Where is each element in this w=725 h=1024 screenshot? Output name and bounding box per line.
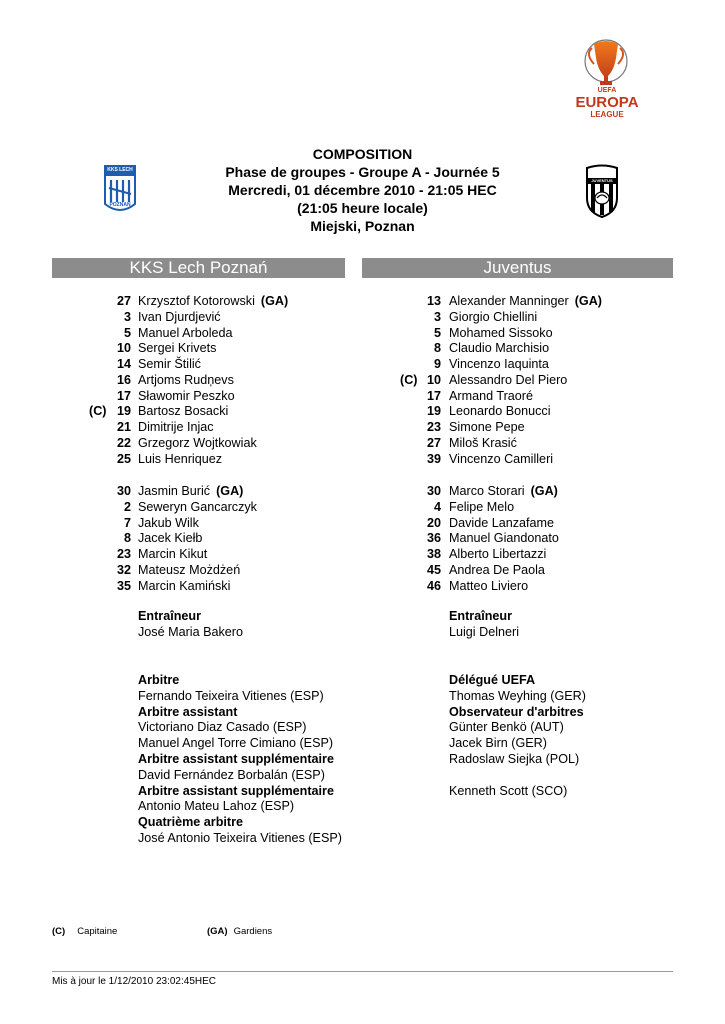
shirt-number: 38 — [426, 547, 441, 561]
match-header — [150, 145, 575, 235]
player-row — [0, 435, 725, 451]
player-name-cell — [449, 530, 559, 546]
player-name: Giorgio Chiellini — [449, 309, 538, 324]
player-name: Leonardo Bonucci — [449, 404, 551, 419]
player-name: Vincenzo Iaquinta — [449, 357, 549, 371]
official-role: Arbitre — [138, 673, 180, 687]
player-row — [0, 419, 725, 435]
player-name: Marcin Kikut — [138, 547, 208, 561]
player-name-cell — [449, 499, 514, 515]
official-name: Antonio Mateu Lahoz (ESP) — [138, 799, 295, 814]
shirt-number: 16 — [116, 372, 131, 387]
shirt-number: 4 — [433, 499, 441, 514]
shirt-number: 27 — [426, 435, 441, 450]
shirt-number: 30 — [426, 484, 441, 498]
player-name: Semir Štilić — [138, 357, 201, 371]
player-row — [0, 546, 725, 562]
player-row — [0, 578, 725, 594]
player-row — [0, 530, 725, 546]
player-name: Seweryn Gancarczyk — [138, 499, 257, 514]
header-venue: Miejski, Poznan — [310, 218, 415, 234]
europa-league-wordmark — [570, 87, 644, 119]
player-row — [0, 309, 725, 325]
home-coach-block — [138, 609, 243, 641]
goalkeeper-marker: (GA) — [530, 484, 558, 498]
official-name: Kenneth Scott (SCO) — [449, 783, 568, 798]
player-row — [0, 483, 725, 499]
official-name — [449, 768, 586, 784]
header-datetime: Mercredi, 01 décembre 2010 - 21:05 HEC — [228, 182, 497, 198]
player-name-cell — [449, 356, 549, 372]
player-row — [0, 499, 725, 515]
player-row — [0, 340, 725, 356]
official-name: Victoriano Diaz Casado (ESP) — [138, 720, 307, 735]
home-coach-label: Entraîneur — [138, 609, 201, 623]
shirt-number: 2 — [123, 499, 131, 514]
player-name-cell — [449, 325, 553, 341]
shirt-number: 3 — [123, 309, 131, 324]
player-name: Sergei Krivets — [138, 341, 217, 356]
juventus-badge — [584, 164, 620, 218]
header-title: COMPOSITION — [312, 146, 413, 162]
official-name: Fernando Teixeira Vitienes (ESP) — [138, 688, 324, 703]
away-coach-name: Luigi Delneri — [449, 624, 520, 639]
player-row — [0, 325, 725, 341]
player-name: Claudio Marchisio — [449, 341, 550, 356]
shirt-number: 19 — [116, 404, 131, 419]
shirt-number: 14 — [116, 357, 131, 371]
player-name: Ivan Djurdjević — [138, 309, 221, 324]
official-role: Arbitre assistant supplémentaire — [138, 751, 334, 766]
juventus-badge-text: JUVENTUS — [591, 178, 613, 183]
shirt-number: 9 — [433, 357, 441, 371]
official-name: Radoslaw Siejka (POL) — [449, 751, 580, 766]
away-coach-label: Entraîneur — [449, 609, 512, 623]
player-row — [0, 293, 725, 309]
official-role: Arbitre assistant — [138, 704, 238, 719]
shirt-number: 22 — [116, 435, 131, 450]
shirt-number: 8 — [123, 531, 131, 546]
shirt-number: 17 — [426, 388, 441, 403]
badge-top-text: KKS LECH — [107, 167, 133, 173]
shirt-number: 17 — [116, 388, 131, 403]
player-name: Marco Storari — [449, 484, 525, 498]
legend-captain — [52, 926, 117, 938]
player-name-cell — [449, 562, 545, 578]
shirt-number: 10 — [426, 372, 441, 387]
player-name: Felipe Melo — [449, 499, 515, 514]
official-name: Manuel Angel Torre Cimiano (ESP) — [138, 736, 334, 751]
logo-europa: EUROPA — [575, 94, 639, 111]
player-name-cell — [449, 388, 533, 404]
player-name-cell — [449, 451, 553, 467]
player-name-cell — [449, 419, 525, 435]
official-name: Günter Benkö (AUT) — [449, 720, 564, 735]
away-team-name: Juventus — [362, 258, 673, 278]
player-name: Manuel Arboleda — [138, 325, 233, 340]
badge-bottom-text: POZNAŃ — [109, 202, 131, 208]
player-name-cell — [449, 578, 528, 594]
official-name: José Antonio Teixeira Vitienes (ESP) — [138, 830, 342, 845]
shirt-number: 3 — [433, 309, 441, 324]
player-name: Marcin Kamiński — [138, 578, 231, 593]
player-name: Luis Henriquez — [138, 451, 223, 466]
official-role: Observateur d'arbitres — [449, 704, 584, 719]
player-name: Grzegorz Wojtkowiak — [138, 435, 257, 450]
player-name: Davide Lanzafame — [449, 515, 555, 530]
player-row — [0, 372, 725, 388]
shirt-number: 32 — [116, 562, 131, 577]
footer-divider — [52, 971, 673, 972]
player-name-cell — [449, 309, 537, 325]
player-name-cell — [449, 340, 549, 356]
player-name: Mateusz Możdżeń — [138, 562, 241, 577]
player-name-cell — [449, 483, 558, 499]
player-name: Sławomir Peszko — [138, 388, 235, 403]
player-name: Manuel Giandonato — [449, 531, 559, 546]
player-name-cell — [449, 403, 551, 419]
player-name: Mohamed Sissoko — [449, 325, 553, 340]
legend-goalkeeper — [207, 926, 272, 938]
uefa-officials — [449, 673, 586, 799]
shirt-number: 35 — [116, 578, 131, 593]
match-officials — [138, 673, 342, 847]
shirt-number: 36 — [426, 531, 441, 546]
shirt-number: 45 — [426, 562, 441, 577]
player-name-cell — [449, 515, 554, 531]
player-row — [0, 388, 725, 404]
player-row — [0, 515, 725, 531]
player-row — [0, 403, 725, 419]
official-name: David Fernández Borbalán (ESP) — [138, 767, 325, 782]
captain-marker: (C) — [89, 404, 107, 419]
player-name: Jacek Kiełb — [138, 531, 203, 546]
shirt-number: 46 — [426, 578, 441, 593]
shirt-number: 10 — [116, 341, 131, 356]
header-local-time: (21:05 heure locale) — [297, 200, 428, 216]
player-row — [0, 356, 725, 372]
player-name: Bartosz Bosacki — [138, 404, 229, 419]
shirt-number: 8 — [433, 341, 441, 356]
player-name: Miloš Krasić — [449, 435, 517, 450]
official-role: Arbitre assistant supplémentaire — [138, 783, 334, 798]
away-coach-block — [449, 609, 519, 641]
header-stage: Phase de groupes - Groupe A - Journée 5 — [225, 164, 500, 180]
shirt-number: 19 — [426, 404, 441, 419]
legend-captain-code: (C) — [52, 926, 66, 937]
official-role: Quatrième arbitre — [138, 815, 243, 830]
logo-league: LEAGUE — [590, 110, 624, 119]
shirt-number: 23 — [426, 420, 441, 434]
footer-updated: Mis à jour le 1/12/2010 23:02:45HEC — [52, 976, 216, 987]
lech-poznan-badge — [103, 164, 137, 216]
shirt-number: 20 — [426, 515, 441, 530]
player-name: Krzysztof Kotorowski — [138, 294, 255, 308]
shirt-number: 13 — [426, 294, 441, 308]
goalkeeper-marker: (GA) — [260, 294, 289, 308]
logo-uefa: UEFA — [597, 87, 617, 94]
player-name-cell — [449, 293, 602, 309]
official-name: Jacek Birn (GER) — [449, 736, 547, 751]
home-team-name: KKS Lech Poznań — [52, 258, 345, 278]
player-name: Alessandro Del Piero — [449, 372, 568, 387]
player-name: Jasmin Burić — [138, 484, 211, 498]
legend-captain-label: Capitaine — [77, 926, 118, 937]
player-row — [0, 451, 725, 467]
player-name-cell — [449, 435, 517, 451]
player-name: Armand Traoré — [449, 388, 533, 403]
player-name: Vincenzo Camilleri — [449, 451, 554, 466]
player-name: Alberto Libertazzi — [449, 547, 547, 561]
player-row — [0, 562, 725, 578]
shirt-number: 7 — [123, 515, 131, 530]
official-name: Thomas Weyhing (GER) — [449, 688, 586, 703]
home-coach-name: José Maria Bakero — [138, 624, 243, 639]
shirt-number: 25 — [116, 451, 131, 466]
legend-goalkeeper-code: (GA) — [207, 926, 228, 937]
shirt-number: 30 — [116, 484, 131, 498]
player-name: Jakub Wilk — [138, 515, 199, 530]
goalkeeper-marker: (GA) — [216, 484, 244, 498]
shirt-number: 23 — [116, 547, 131, 561]
shirt-number: 39 — [426, 451, 441, 466]
player-name: Andrea De Paola — [449, 562, 545, 577]
shirt-number: 5 — [123, 325, 131, 340]
captain-marker: (C) — [400, 372, 418, 387]
player-name: Artjoms Rudņevs — [138, 372, 234, 387]
player-name: Dimitrije Injac — [138, 420, 214, 434]
shirt-number: 27 — [116, 294, 131, 308]
player-name: Matteo Liviero — [449, 578, 529, 593]
player-name: Alexander Manninger — [449, 294, 569, 308]
official-role: Délégué UEFA — [449, 673, 536, 687]
player-name-cell — [449, 372, 567, 388]
player-name: Simone Pepe — [449, 420, 525, 434]
goalkeeper-marker: (GA) — [574, 294, 602, 308]
player-name-cell — [449, 546, 546, 562]
legend-goalkeeper-label: Gardiens — [233, 926, 273, 937]
shirt-number: 21 — [116, 420, 131, 434]
shirt-number: 5 — [433, 325, 441, 340]
